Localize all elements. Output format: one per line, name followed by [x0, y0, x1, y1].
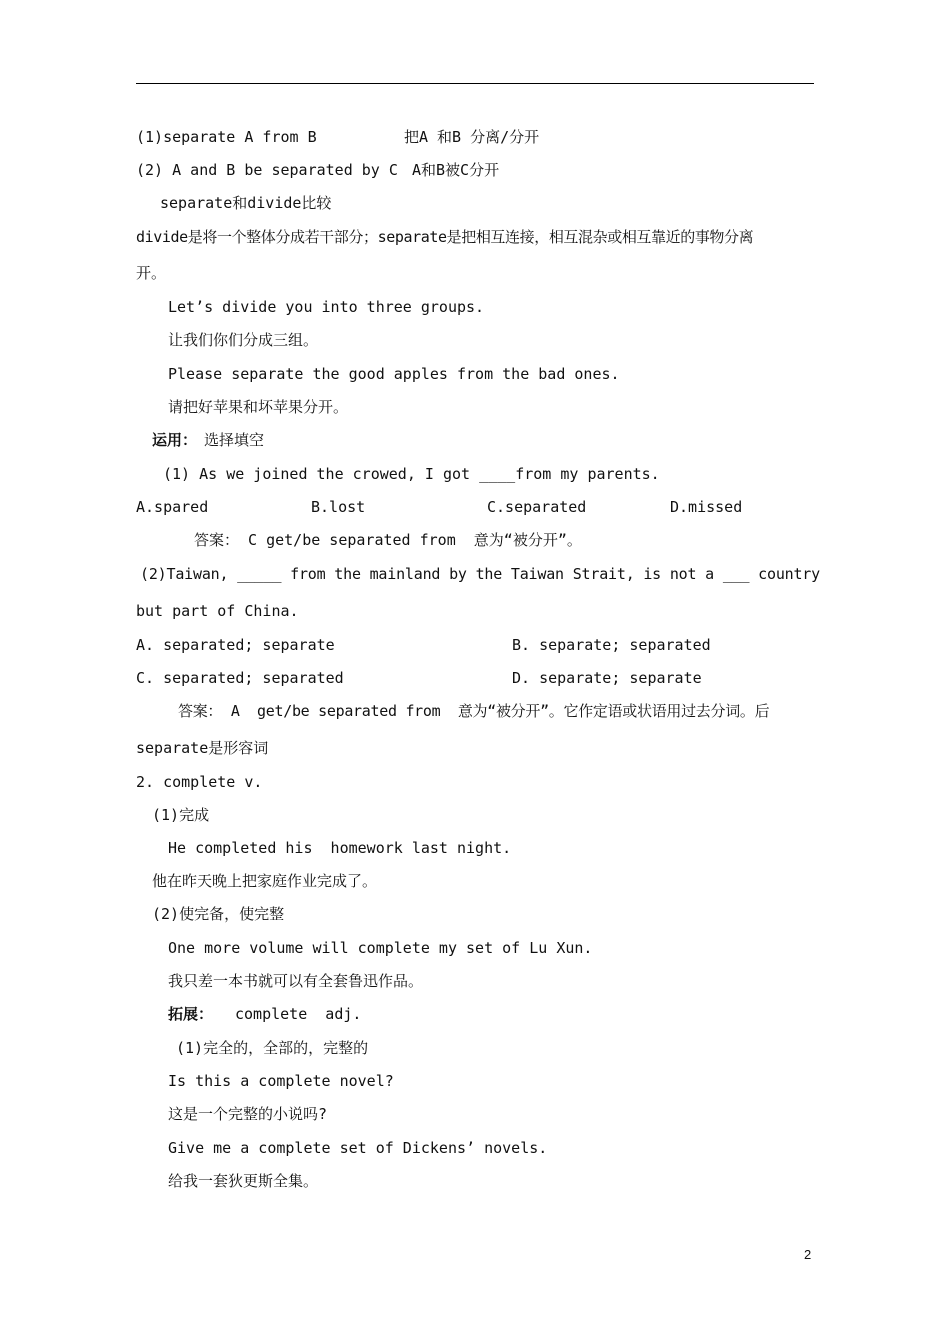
text-line: 把A 和B 分离/分开 [404, 128, 540, 146]
page-number: 2 [804, 1247, 812, 1262]
option-d: D. separate; separate [512, 669, 702, 687]
text-line: separate和divide比较 [160, 194, 332, 212]
item-heading: 2. complete v. [136, 773, 263, 791]
text-line: 我只差一本书就可以有全套鲁迅作品。 [168, 972, 424, 990]
text-line: Is this a complete novel? [168, 1072, 394, 1090]
option-b: B.lost [311, 498, 366, 516]
option-a: A.spared [136, 498, 209, 516]
text-line: 开。 [136, 264, 167, 282]
text-line: (1)完成 [152, 806, 210, 824]
option-b: B. separate; separated [512, 636, 711, 654]
header-rule [136, 83, 814, 84]
text-line: Let’s divide you into three groups. [168, 298, 485, 316]
option-a: A. separated; separate [136, 636, 335, 654]
text-line: Give me a complete set of Dickens’ novels. [168, 1139, 548, 1157]
text-line: (1)separate A from B [136, 128, 317, 146]
option-d: D.missed [670, 498, 743, 516]
text-line: separate是形容词 [136, 739, 269, 757]
text-line: but part of China. [136, 602, 299, 620]
text-line: 请把好苹果和坏苹果分开。 [168, 398, 349, 416]
option-c: C. separated; separated [136, 669, 344, 687]
text-line: complete adj. [235, 1005, 362, 1023]
text-line: (2)使完备，使完整 [152, 905, 285, 923]
text-line: 选择填空 [204, 431, 265, 449]
answer-line: 答案： A get/be separated from 意为“被分开”。它作定语或状语用过去分词。后 [178, 702, 770, 720]
text-line: 这是一个完整的小说吗? [168, 1105, 328, 1123]
section-label: 运用： [152, 431, 198, 449]
answer-line: 答案： C get/be separated from 意为“被分开”。 [194, 531, 582, 549]
text-line: 给我一套狄更斯全集。 [168, 1172, 319, 1190]
text-line: One more volume will complete my set of Lu Xun. [168, 939, 593, 957]
text-line: (2) A and B be separated by C [136, 161, 398, 179]
text-line: Please separate the good apples from the bad ones. [168, 365, 620, 383]
text-line: He completed his homework last night. [168, 839, 512, 857]
text-line: 他在昨天晚上把家庭作业完成了。 [152, 872, 378, 890]
question-line: (1) As we joined the crowed, I got ____from my parents. [163, 465, 660, 483]
question-line: (2)Taiwan, _____ from the mainland by the Taiwan Strait, is not a ___ country [140, 565, 820, 583]
text-line: A和B被C分开 [412, 161, 500, 179]
section-label: 拓展： [168, 1005, 214, 1023]
option-c: C.separated [487, 498, 587, 516]
text-line: divide是将一个整体分成若干部分；separate是把相互连接，相互混杂或相互靠近的事物分离 [136, 228, 754, 246]
text-line: 让我们你们分成三组。 [168, 331, 319, 349]
text-line: (1)完全的，全部的，完整的 [176, 1039, 369, 1057]
